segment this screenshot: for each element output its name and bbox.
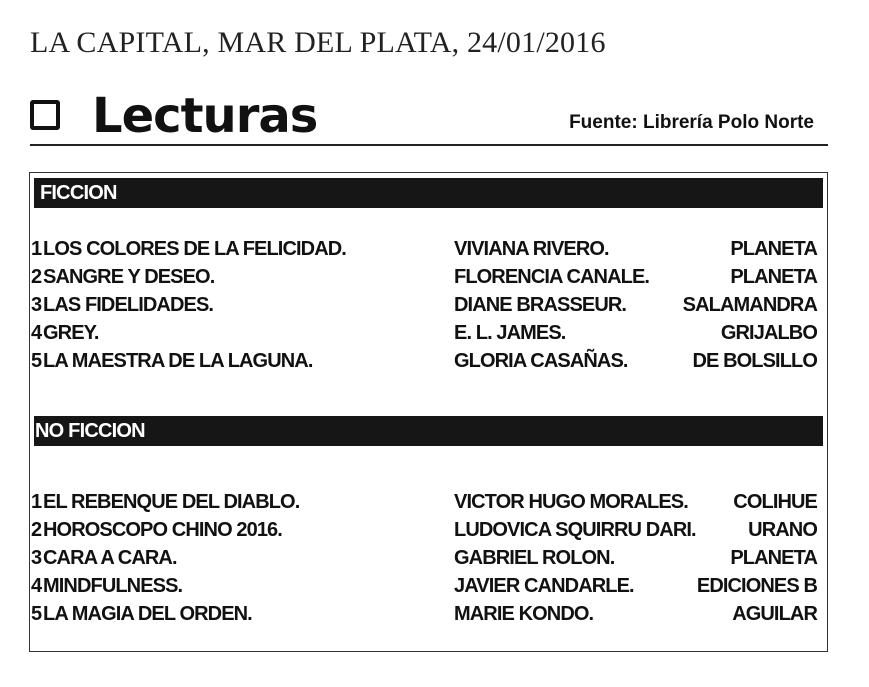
rank-number: 4: [31, 575, 42, 597]
book-author: LUDOVICA SQUIRRU DARI.: [454, 519, 696, 541]
rank-number: 3: [31, 547, 42, 569]
no-ficcion-list: [30, 488, 825, 628]
book-title: GREY.: [43, 322, 99, 344]
book-title: LAS FIDELIDADES.: [43, 294, 214, 316]
list-item: [30, 516, 825, 544]
rank-number: 2: [31, 519, 42, 541]
book-title: EL REBENQUE DEL DIABLO.: [43, 491, 300, 513]
book-title: MINDFULNESS.: [43, 575, 183, 597]
book-title: LA MAESTRA DE LA LAGUNA.: [43, 350, 313, 372]
book-author: FLORENCIA CANALE.: [454, 266, 650, 288]
book-publisher: EDICIONES B: [696, 575, 817, 597]
book-title: HOROSCOPO CHINO 2016.: [43, 519, 282, 541]
list-item: [30, 291, 825, 319]
book-author: E. L. JAMES.: [454, 322, 566, 344]
rank-number: 5: [31, 603, 42, 625]
book-author: GABRIEL ROLON.: [454, 547, 615, 569]
rank-number: 5: [31, 350, 42, 372]
book-title: SANGRE Y DESEO.: [43, 266, 215, 288]
book-publisher: AGUILAR: [732, 603, 817, 625]
list-item: [30, 263, 825, 291]
ficcion-list: [30, 235, 825, 375]
square-box-icon: [30, 100, 60, 130]
list-item: [30, 347, 825, 375]
rank-number: 2: [31, 266, 42, 288]
newspaper-source-line: LA CAPITAL, MAR DEL PLATA, 24/01/2016: [30, 26, 606, 59]
book-publisher: URANO: [748, 519, 817, 541]
book-publisher: PLANETA: [730, 266, 817, 288]
rank-number: 3: [31, 294, 42, 316]
book-author: GLORIA CASAÑAS.: [454, 350, 628, 372]
section-header: [30, 88, 828, 146]
book-publisher: GRIJALBO: [720, 322, 817, 344]
category-bar-ficcion: FICCION: [34, 178, 823, 208]
list-item: [30, 319, 825, 347]
book-author: MARIE KONDO.: [454, 603, 594, 625]
rank-number: 1: [31, 491, 42, 513]
list-item: [30, 572, 825, 600]
bestseller-list-frame: [29, 172, 828, 652]
book-title: LA MAGIA DEL ORDEN.: [43, 603, 252, 625]
rank-number: 1: [31, 238, 42, 260]
book-publisher: SALAMANDRA: [682, 294, 817, 316]
book-title: CARA A CARA.: [43, 547, 177, 569]
category-bar-no-ficcion: NO FICCION: [34, 416, 823, 446]
book-title: LOS COLORES DE LA FELICIDAD.: [43, 238, 346, 260]
book-publisher: DE BOLSILLO: [692, 350, 817, 372]
section-title: Lecturas: [92, 88, 318, 144]
list-item: [30, 544, 825, 572]
list-item: [30, 600, 825, 628]
rank-number: 4: [31, 322, 42, 344]
book-author: DIANE BRASSEUR.: [454, 294, 627, 316]
book-author: VICTOR HUGO MORALES.: [454, 491, 688, 513]
book-publisher: PLANETA: [730, 547, 817, 569]
list-item: [30, 488, 825, 516]
book-author: JAVIER CANDARLE.: [454, 575, 634, 597]
source-credit: Fuente: Librería Polo Norte: [569, 112, 814, 133]
book-publisher: PLANETA: [730, 238, 817, 260]
book-publisher: COLIHUE: [733, 491, 817, 513]
list-item: [30, 235, 825, 263]
book-author: VIVIANA RIVERO.: [454, 238, 609, 260]
